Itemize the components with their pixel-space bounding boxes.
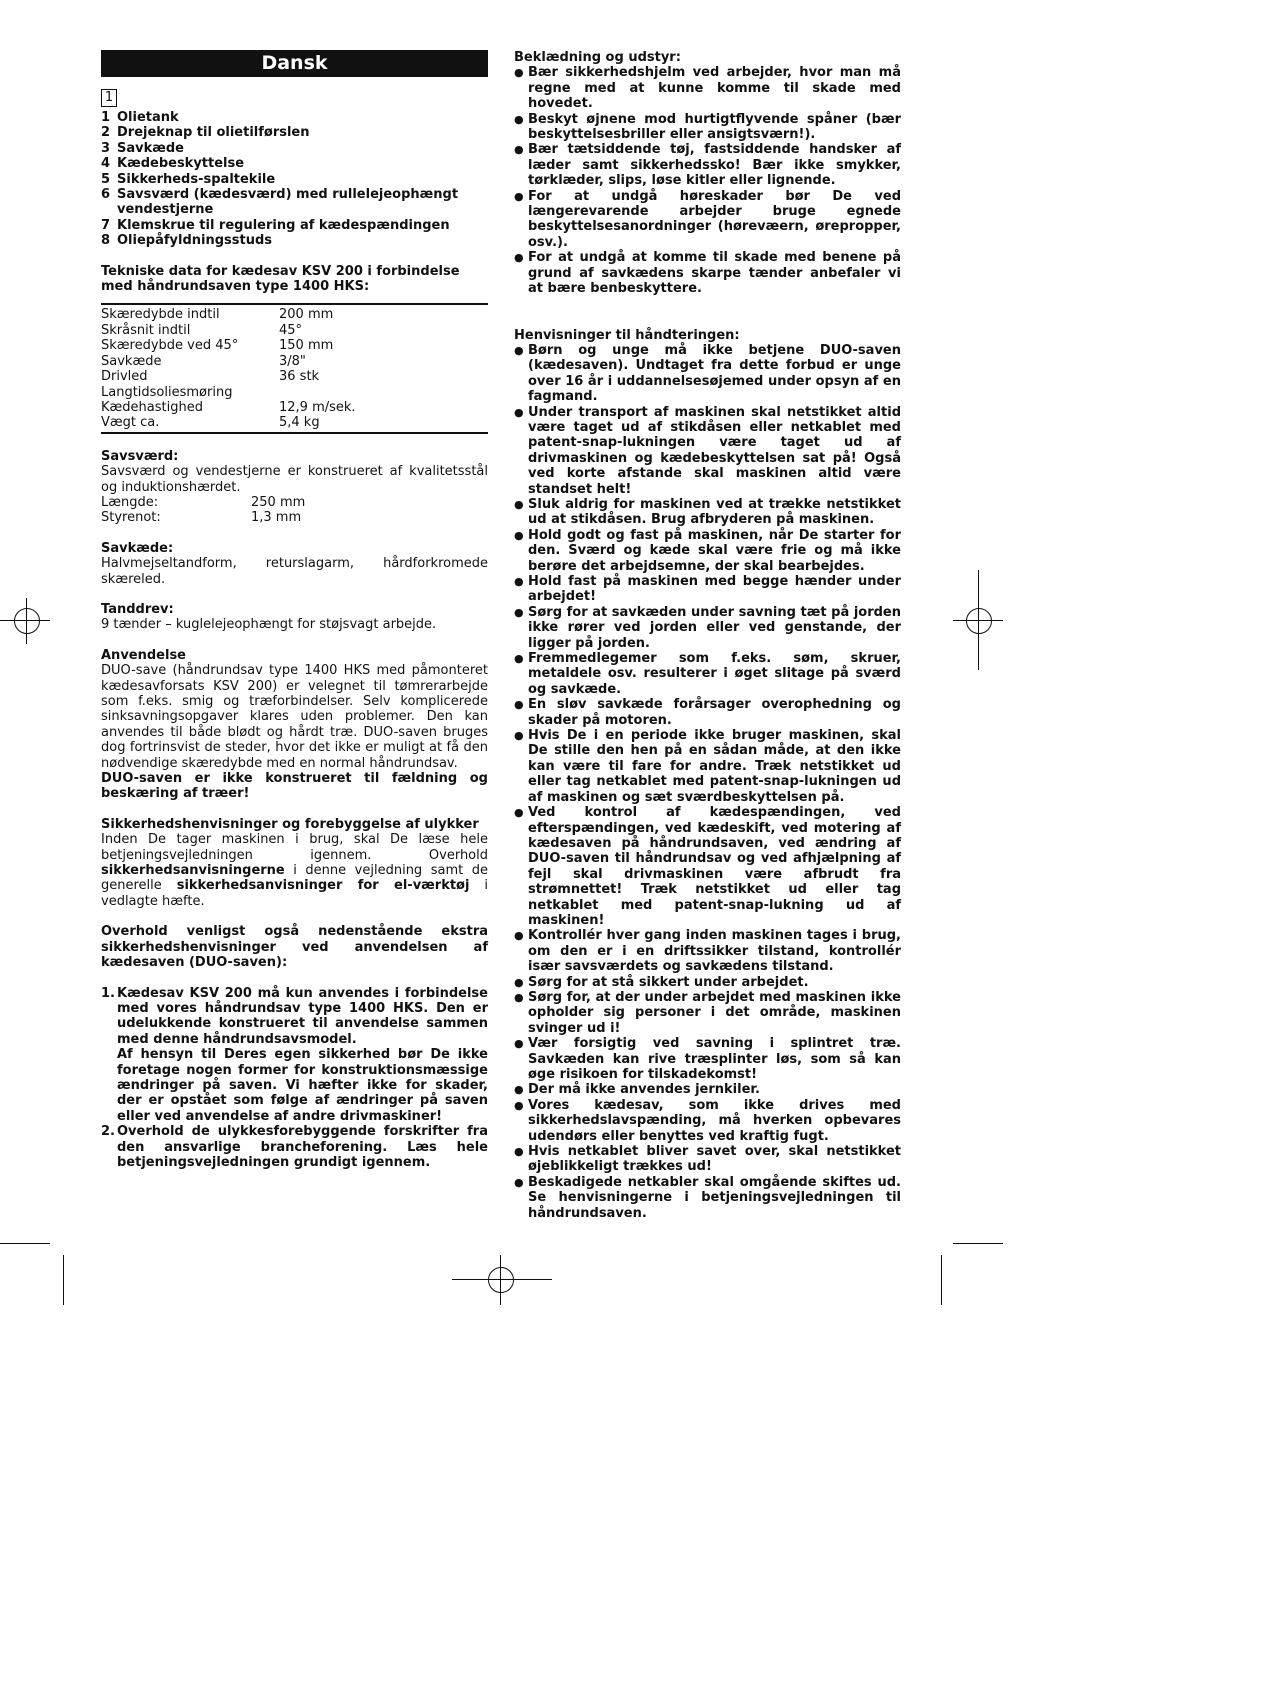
part-item <box>101 233 488 248</box>
bullet-icon: ● <box>514 189 524 203</box>
anvendelse-text: DUO-save (håndrundsav type 1400 HKS med påmonteret kædesavforsats KSV 200) er velegnet til tømrerarbejde som f.eks. smig og træforbindelser. Selv komplicerede sinksavningsopgaver klares uden problemer. Den kan anvendes til både blødt og hårdt træ. DUO-saven bruges dog fortrinsvist de steder, hvor det ikke er muligt at få den nødvendige skæredybde med en normal håndrundsav. <box>101 663 488 771</box>
item-body <box>117 986 488 1125</box>
overhold-section <box>101 924 488 1170</box>
beklaedning-item <box>514 65 901 111</box>
item-body <box>117 1124 488 1170</box>
crop-mark-bottom-right-v <box>941 1255 942 1305</box>
spec-row <box>101 307 488 322</box>
haandtering-item <box>514 605 901 651</box>
parts-list <box>101 110 488 249</box>
registration-mark-right <box>966 608 992 634</box>
beklaedning-item <box>514 112 901 143</box>
haandtering-item <box>514 928 901 974</box>
spec-value: 3/8" <box>279 353 306 369</box>
haandtering-text: Hvis De i en periode ikke bruger maskinen, skal De stille den hen på en sådan måde, at den ikke kan være til fare for andre. Træk netstikket ud eller tag netkablet med patent-snap-lukningen ud af maskinen og sæt sværdbeskyttelsen på. <box>528 728 901 805</box>
part-item <box>101 141 488 156</box>
haandtering-text: Der må ikke anvendes jernkiler. <box>528 1082 760 1098</box>
numbered-item <box>101 986 488 1125</box>
beklaedning-heading: Beklædning og udstyr: <box>514 50 681 65</box>
haandtering-item <box>514 1175 901 1221</box>
haandtering-item <box>514 1144 901 1175</box>
savsvaerd-row <box>101 495 488 510</box>
beklaedning-item <box>514 250 901 296</box>
haandtering-text: Hold godt og fast på maskinen, når De starter for den. Sværd og kæde skal være frie og må ikke berøre det arbejdsemne, der skal bearbejdes. <box>528 527 901 574</box>
bullet-icon: ● <box>514 990 524 1004</box>
part-label: Olietank <box>117 110 179 125</box>
bullet-icon: ● <box>514 112 524 126</box>
part-number: 8 <box>101 233 111 249</box>
part-item <box>101 156 488 171</box>
left-column <box>101 50 488 1170</box>
bullet-icon: ● <box>514 698 524 712</box>
haandtering-item <box>514 574 901 605</box>
spec-key: Drivled <box>101 369 148 385</box>
haandtering-item <box>514 1098 901 1144</box>
spec-key: Kædehastighed <box>101 399 203 415</box>
haandtering-text: Børn og unge må ikke betjene DUO-saven (kædesaven). Undtaget fra dette forbud er unge over 16 år i uddannelsesøjemed under opsyn af en fagmand. <box>528 342 901 405</box>
sikkerhed-text-2: i denne vejledning samt de generelle <box>101 863 488 894</box>
savsvaerd-section <box>101 449 488 526</box>
numbered-item <box>101 1124 488 1170</box>
haandtering-item <box>514 1036 901 1082</box>
beklaedning-text: Bær sikkerhedshjelm ved arbejder, hvor man må regne med at kunne komme til skade med hovedet. <box>528 65 901 112</box>
haandtering-item <box>514 343 901 405</box>
crop-mark-bottom-right-h <box>953 1243 1003 1244</box>
bullet-icon: ● <box>514 1098 524 1112</box>
haandtering-item <box>514 651 901 697</box>
item-text-continued: Af hensyn til Deres egen sikkerhed bør De ikke foretage nogen former for konstruktionsmæssige ændringer på saven. Vi hæfter ikke for skader, der er opstået som følge af ændringer på saven eller ved anvendelse af andre drivmaskiner! <box>117 1047 488 1124</box>
beklaedning-item <box>514 189 901 251</box>
anvendelse-section <box>101 648 488 802</box>
haandtering-item <box>514 975 901 990</box>
haandtering-heading: Henvisninger til håndteringen: <box>514 327 740 343</box>
spec-row <box>101 354 488 369</box>
crop-mark-bottom-left-h <box>0 1243 50 1244</box>
haandtering-text: Beskadigede netkabler skal omgående skiftes ud. Se henvisningerne i betjeningsvejledningen til håndrundsaven. <box>528 1174 901 1221</box>
bullet-icon: ● <box>514 143 524 157</box>
overhold-list <box>101 986 488 1171</box>
savkaede-section <box>101 541 488 587</box>
haandtering-text: Hold fast på maskinen med begge hænder under arbejdet! <box>528 574 901 605</box>
haandtering-text: Vores kædesav, som ikke drives med sikkerhedslavspænding, må hverken opbevares udendørs eller benyttes ved kraftig fugt. <box>528 1097 901 1144</box>
sikkerhed-text-3: i vedlagte hæfte. <box>101 878 488 909</box>
part-item <box>101 187 488 218</box>
spec-key: Skæredybde ved 45° <box>101 338 239 354</box>
item-number: 2. <box>101 1124 115 1140</box>
haandtering-item <box>514 405 901 497</box>
part-number: 6 <box>101 187 111 203</box>
spec-row <box>101 415 488 430</box>
part-label: Sikkerheds-spaltekile <box>117 171 276 187</box>
registration-mark-left <box>14 608 40 634</box>
haandtering-text: Hvis netkablet bliver savet over, skal netstikket øjeblikkeligt trækkes ud! <box>528 1144 901 1175</box>
bullet-icon: ● <box>514 806 524 820</box>
haandtering-text: Sluk aldrig for maskinen ved at trække netstikket ud at stikdåsen. Brug afbryderen på maskinen. <box>528 496 901 528</box>
tanddrev-text: 9 tænder – kuglelejeophængt for støjsvagt arbejde. <box>101 617 437 633</box>
part-item <box>101 172 488 187</box>
spec-key: Langtidsoliesmøring <box>101 384 233 400</box>
item-text: Overhold de ulykkesforebyggende forskrifter fra den ansvarlige brancheforening. Læs hele betjeningsvejledningen grundigt igennem. <box>117 1124 488 1170</box>
spec-value: 5,4 kg <box>279 415 320 431</box>
part-label: Savsværd (kædesværd) med rullelejeophængt vendestjerne <box>117 187 459 218</box>
part-label: Drejeknap til olietilførslen <box>117 125 310 141</box>
spec-key: Savkæde <box>101 353 162 369</box>
spec-row <box>101 338 488 353</box>
bullet-icon: ● <box>514 251 524 265</box>
spec-value: 36 stk <box>279 369 320 385</box>
haandtering-item <box>514 697 901 728</box>
bullet-icon: ● <box>514 1145 524 1159</box>
savsvaerd-value: 250 mm <box>251 494 306 510</box>
sikkerhed-text <box>101 832 488 909</box>
crop-mark-bottom-left-v <box>63 1255 64 1305</box>
haandtering-text: Sørg for at stå sikkert under arbejdet. <box>528 974 809 990</box>
bullet-icon: ● <box>514 605 524 619</box>
spec-row <box>101 385 488 400</box>
figure-reference: 1 <box>101 89 117 107</box>
right-column <box>514 50 901 1221</box>
haandtering-text: Sørg for at savkæden under savning tæt på jorden ikke rører ved jorden eller ved genstande, der ligger på jorden. <box>528 604 901 651</box>
overhold-heading: Overhold venligst også nedenstående ekstra sikkerhedshenvisninger ved anvendelsen af kædesaven (DUO-saven): <box>101 924 488 971</box>
savsvaerd-row <box>101 510 488 525</box>
bullet-icon: ● <box>514 405 524 419</box>
haandtering-item <box>514 497 901 528</box>
language-title: Dansk <box>101 50 488 77</box>
haandtering-item <box>514 805 901 928</box>
bullet-icon: ● <box>514 66 524 80</box>
savsvaerd-text: Savsværd og vendestjerne er konstrueret af kvalitetsstål og induktionshærdet. <box>101 464 488 495</box>
beklaedning-text: For at undgå høreskader bør De ved længerevarende arbejder bruge egnede beskyttelsesanordninger (hørevæern, ørepropper, osv.). <box>528 188 901 250</box>
spec-key: Vægt ca. <box>101 415 160 431</box>
item-text: Kædesav KSV 200 må kun anvendes i forbindelse med vores håndrundsav type 1400 HKS. Den er udelukkende konstrueret til anvendelse sammen med denne håndrundsavsmodel. <box>117 985 488 1047</box>
savkaede-heading: Savkæde: <box>101 540 174 556</box>
spec-value: 150 mm <box>279 338 334 354</box>
savsvaerd-key: Længde: <box>101 494 159 510</box>
anvendelse-heading: Anvendelse <box>101 647 186 663</box>
part-label: Oliepåfyldningsstuds <box>117 233 273 249</box>
tanddrev-section <box>101 602 488 633</box>
tech-data-table <box>101 303 488 433</box>
haandtering-list <box>514 343 901 1221</box>
beklaedning-text: Bær tætsiddende tøj, fastsiddende handsker af læder samt sikkerhedssko! Bær ikke smykker, tørklæder, slips, løse kitler eller lignende. <box>528 142 901 189</box>
savsvaerd-heading: Savsværd: <box>101 448 179 464</box>
tech-data-heading: Tekniske data for kædesav KSV 200 i forbindelse med håndrundsaven type 1400 HKS: <box>101 263 460 295</box>
bullet-icon: ● <box>514 975 524 989</box>
haandtering-item <box>514 728 901 805</box>
bullet-icon: ● <box>514 343 524 357</box>
spec-value: 45° <box>279 322 303 338</box>
beklaedning-item <box>514 142 901 188</box>
sikkerhed-section <box>101 817 488 909</box>
part-number: 2 <box>101 125 111 141</box>
part-number: 7 <box>101 217 111 233</box>
spec-key: Skæredybde indtil <box>101 307 220 323</box>
part-item <box>101 110 488 125</box>
haandtering-item <box>514 1082 901 1097</box>
spec-row <box>101 323 488 338</box>
savsvaerd-key: Styrenot: <box>101 510 161 526</box>
haandtering-text: Fremmedlegemer som f.eks. søm, skruer, metaldele osv. resulterer i øget slitage på sværd og savkæde. <box>528 651 901 697</box>
haandtering-text: Vær forsigtig ved savning i splintret træ. Savkæden kan rive træsplinter løs, som så kan øge risikoen for tilskadekomst! <box>528 1036 901 1082</box>
beklaedning-text: Beskyt øjnene mod hurtigtflyvende spåner (bær beskyttelsesbriller eller ansigtsværn!). <box>528 111 901 143</box>
spec-row <box>101 369 488 384</box>
sikkerhed-bold-2: sikkerhedsanvisninger for el-værktøj <box>176 878 470 894</box>
haandtering-text: Under transport af maskinen skal netstikket altid være taget ud af stikdåsen eller netkablet med patent-snap-lukningen være taget ud af drivmaskinen og kædebeskyttelsen sat på! Også ved korte afstande skal maskinen altid være standset helt! <box>528 404 901 497</box>
bullet-icon: ● <box>514 1175 524 1189</box>
haandtering-text: Sørg for, at der under arbejdet med maskinen ikke opholder sig personer i det område, maskinen svinger ud i! <box>528 989 901 1036</box>
savsvaerd-value: 1,3 mm <box>251 510 302 526</box>
part-number: 4 <box>101 156 111 172</box>
haandtering-item <box>514 990 901 1036</box>
spec-value: 200 mm <box>279 307 334 323</box>
bullet-icon: ● <box>514 929 524 943</box>
registration-mark-bottom <box>488 1267 514 1293</box>
bullet-icon: ● <box>514 575 524 588</box>
part-item <box>101 218 488 233</box>
sikkerhed-bold-1: sikkerhedsanvisningerne <box>101 863 285 879</box>
part-label: Savkæde <box>117 140 184 156</box>
bullet-icon: ● <box>514 497 524 511</box>
part-number: 1 <box>101 110 111 125</box>
tanddrev-heading: Tanddrev: <box>101 601 174 617</box>
part-label: Klemskrue til regulering af kædespændingen <box>117 217 450 233</box>
haandtering-item <box>514 528 901 574</box>
part-label: Kædebeskyttelse <box>117 156 245 172</box>
haandtering-text: Ved kontrol af kædespændingen, ved efterspændingen, ved kædeskift, ved motering af kædesaven på håndrundsaven, ved ændring af DUO-saven til håndrundsav og ved afhjælpning af fejl skal drivmaskinen være afbrudt fra strømnettet! Træk netstikket ud eller tag netkablet med patent-snap-lukning ud af maskinen! <box>528 805 901 928</box>
part-item <box>101 125 488 140</box>
spec-value: 12,9 m/sek. <box>279 399 356 415</box>
haandtering-text: Kontrollér hver gang inden maskinen tages i brug, om den er i en driftssikker tilstand, kontrollér især savsværdets og savkædens tilstand. <box>528 928 901 975</box>
savkaede-text: Halvmejseltandform, returslagarm, hårdforkromede skæreled. <box>101 556 488 587</box>
part-number: 3 <box>101 140 111 156</box>
bullet-icon: ● <box>514 1083 524 1097</box>
savsvaerd-table <box>101 495 488 526</box>
beklaedning-text: For at undgå at komme til skade med benene på grund af savkædens skarpe tænder anbefaler vi at bære benbeskyttere. <box>528 250 901 297</box>
item-number: 1. <box>101 985 115 1001</box>
spec-row <box>101 400 488 415</box>
bullet-icon: ● <box>514 528 524 542</box>
part-number: 5 <box>101 171 111 187</box>
anvendelse-warning: DUO-saven er ikke konstrueret til fældning og beskæring af træer! <box>101 771 488 802</box>
bullet-icon: ● <box>514 729 524 743</box>
tech-data-section <box>101 264 488 434</box>
bullet-icon: ● <box>514 652 524 666</box>
spec-key: Skråsnit indtil <box>101 322 191 338</box>
bullet-icon: ● <box>514 1037 524 1051</box>
sikkerhed-heading: Sikkerhedshenvisninger og forebyggelse af ulykker <box>101 816 479 832</box>
sikkerhed-text-1: Inden De tager maskinen i brug, skal De læse hele betjeningsvejledningen igennem. Overhold <box>101 832 488 863</box>
haandtering-section <box>514 328 901 1222</box>
beklaedning-list <box>514 65 901 296</box>
haandtering-text: En sløv savkæde forårsager overophedning og skader på motoren. <box>528 697 901 728</box>
